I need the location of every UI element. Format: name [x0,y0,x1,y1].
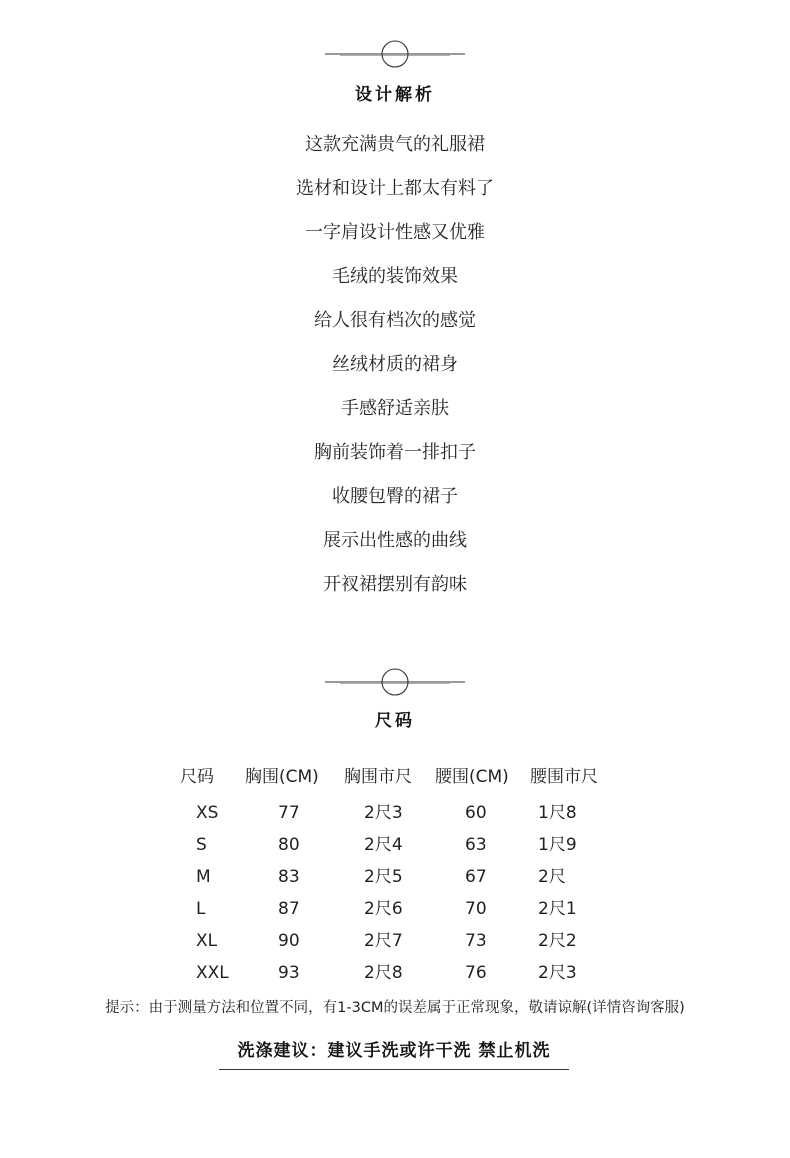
design-line: 丝绒材质的裙身 [332,354,458,375]
waist-cm-cell: 73 [465,931,487,951]
bust-chi-cell: 2尺5 [364,867,403,887]
size-cell: XL [196,931,218,951]
size-divider [0,662,790,702]
circle-line-ornament-icon [320,662,470,702]
table-row [170,798,620,830]
bust-cm-cell: 87 [278,899,300,919]
table-row [170,862,620,894]
design-section-title: 设计解析 [355,85,435,105]
header-cell: 尺码 [180,767,214,787]
header-cell: 胸围市尺 [344,767,412,787]
waist-cm-cell: 67 [465,867,487,887]
table-row [170,958,620,990]
design-line: 这款充满贵气的礼服裙 [305,134,485,155]
waist-chi-cell: 2尺1 [538,899,577,919]
design-line: 胸前装饰着一排扣子 [314,442,476,463]
waist-cm-cell: 70 [465,899,487,919]
design-line: 毛绒的装饰效果 [332,266,458,287]
design-line: 展示出性感的曲线 [323,530,467,551]
size-cell: XXL [196,963,229,983]
design-line: 收腰包臀的裙子 [332,486,458,507]
bust-cm-cell: 93 [278,963,300,983]
waist-chi-cell: 1尺8 [538,803,577,823]
bust-cm-cell: 77 [278,803,300,823]
size-table [170,762,620,990]
size-cell: XS [196,803,219,823]
size-table-header [170,762,620,794]
waist-chi-cell: 2尺3 [538,963,577,983]
size-cell: L [196,899,206,919]
bust-chi-cell: 2尺6 [364,899,403,919]
bust-cm-cell: 80 [278,835,300,855]
size-cell: S [196,835,207,855]
table-row [170,926,620,958]
design-line: 一字肩设计性感又优雅 [305,222,485,243]
waist-chi-cell: 2尺 [538,867,566,887]
waist-cm-cell: 63 [465,835,487,855]
bust-chi-cell: 2尺8 [364,963,403,983]
bust-chi-cell: 2尺3 [364,803,403,823]
table-row [170,894,620,926]
measurement-tip: 提示：由于测量方法和位置不同，有1-3CM的误差属于正常现象，敬请谅解(详情咨询客服) [105,1000,685,1016]
header-cell: 腰围市尺 [530,767,598,787]
design-divider [0,34,790,74]
waist-cm-cell: 60 [465,803,487,823]
table-row [170,830,620,862]
size-section-title: 尺码 [375,711,415,731]
waist-chi-cell: 2尺2 [538,931,577,951]
waist-cm-cell: 76 [465,963,487,983]
header-cell: 胸围(CM) [245,767,319,787]
header-cell: 腰围(CM) [435,767,509,787]
design-line: 给人很有档次的感觉 [314,310,476,331]
design-line: 开衩裙摆别有韵味 [323,574,467,595]
size-cell: M [196,867,211,887]
bust-cm-cell: 90 [278,931,300,951]
bust-cm-cell: 83 [278,867,300,887]
circle-line-ornament-icon [320,34,470,74]
waist-chi-cell: 1尺9 [538,835,577,855]
washing-advice: 洗涤建议：建议手洗或许干洗 禁止机洗 [219,1036,569,1070]
design-line: 选材和设计上都太有料了 [296,178,494,199]
design-line: 手感舒适亲肤 [341,398,449,419]
bust-chi-cell: 2尺7 [364,931,403,951]
bust-chi-cell: 2尺4 [364,835,403,855]
